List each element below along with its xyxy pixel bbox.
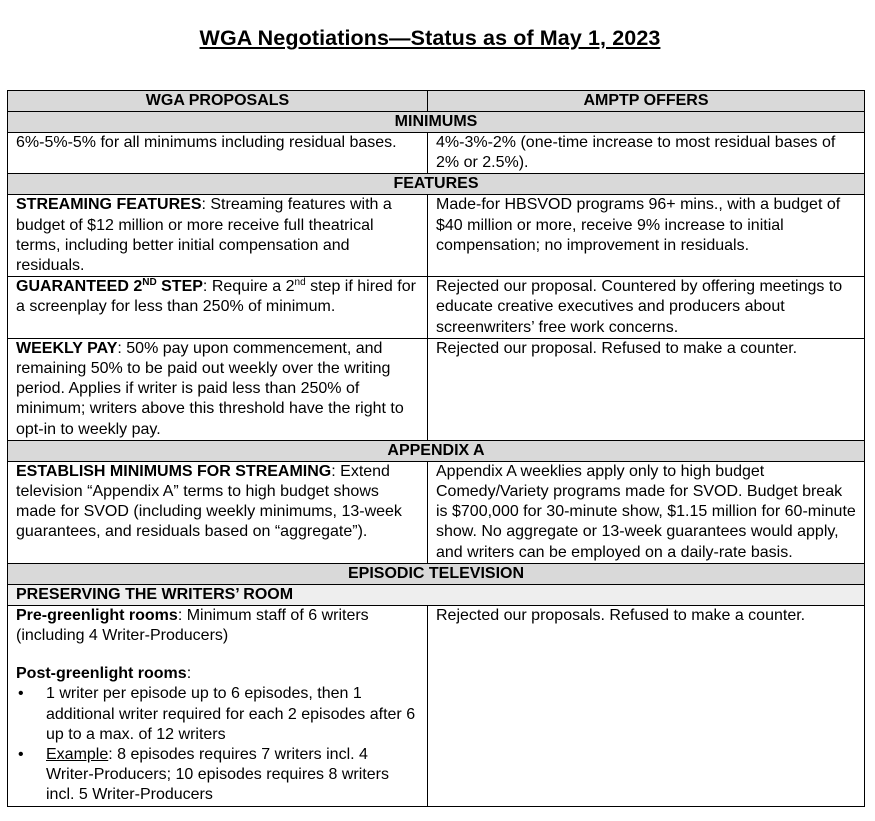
section-title-appendix-a: APPENDIX A	[8, 440, 865, 461]
section-title-minimums: MINIMUMS	[8, 112, 865, 133]
section-title-features: FEATURES	[8, 174, 865, 195]
subsection-row-writers-room	[8, 584, 865, 605]
amptp-cell	[428, 195, 865, 277]
cell-text: : 50% pay upon commencement, and remaining 50% to be paid out weekly over the writing period. Applies if writer is paid less than 250% of minimum; writers above this threshold have the right to opt-in to weekly pay.	[16, 339, 404, 438]
cell-text: : Require a 2	[202, 278, 295, 296]
header-wga-proposals: WGA PROPOSALS	[8, 91, 428, 112]
section-row-episodic-television	[8, 563, 865, 584]
wga-cell	[8, 338, 428, 440]
header-amptp-offers: AMPTP OFFERS	[428, 91, 865, 112]
heading-part: GUARANTEED 2	[16, 278, 143, 296]
cell-text: : Extend television “Appendix A” terms to high budget shows made for SVOD (including weekly minimums, 13-week guarantees, and residuals based on “aggregate”).	[16, 462, 402, 541]
cell-text: 4%-3%-2% (one-time increase to most residual bases of 2% or 2.5%).	[436, 134, 836, 172]
list-item	[16, 745, 419, 806]
table-row	[8, 461, 865, 563]
cell-text: 1 writer per episode up to 6 episodes, then 1 additional writer required for each 2 episodes after 6 up to a max. of 12 writers	[46, 685, 416, 743]
amptp-cell	[428, 133, 865, 174]
proposal-heading: ESTABLISH MINIMUMS FOR STREAMING	[16, 462, 332, 480]
subsection-title-writers-room: PRESERVING THE WRITERS’ ROOM	[8, 584, 865, 605]
cell-text: : 8 episodes requires 7 writers incl. 4 Writer-Producers; 10 episodes requires 8 writers incl. 5 Writer-Producers	[46, 746, 389, 804]
proposal-heading: Pre-greenlight rooms	[16, 606, 178, 624]
example-label: Example	[46, 746, 109, 764]
cell-text: :	[186, 665, 192, 683]
section-row-features	[8, 174, 865, 195]
bullet-icon: •	[18, 685, 24, 703]
wga-cell	[8, 461, 428, 563]
amptp-cell	[428, 605, 865, 806]
cell-text: : Streaming features with a budget of $12 million or more receive full theatrical terms, including better initial compensation and residuals.	[16, 196, 392, 275]
list-item	[16, 684, 419, 745]
wga-cell	[8, 277, 428, 339]
amptp-cell	[428, 277, 865, 339]
post-greenlight-list	[16, 684, 419, 805]
heading-part: STEP	[156, 278, 203, 296]
paragraph-gap	[16, 646, 419, 664]
table-row	[8, 605, 865, 806]
section-row-appendix-a	[8, 440, 865, 461]
wga-cell	[8, 195, 428, 277]
section-row-minimums	[8, 112, 865, 133]
section-title-episodic-television: EPISODIC TELEVISION	[8, 563, 865, 584]
table-row	[8, 338, 865, 440]
cell-text: Made-for HBSVOD programs 96+ mins., with a budget of $40 million or more, receive 9% increase to initial compensation; no improvement in residuals.	[436, 196, 841, 254]
superscript: nd	[294, 277, 306, 289]
cell-text: Rejected our proposal. Refused to make a counter.	[436, 339, 798, 357]
bullet-icon: •	[18, 746, 24, 764]
table-row	[8, 195, 865, 277]
cell-text: step if hired for a screenplay for less than 250% of minimum.	[16, 278, 416, 316]
cell-text: Appendix A weeklies apply only to high budget Comedy/Variety programs made for SVOD. Budget break is $700,000 for 30-minute show, $1.15 million for 60-minute show. No aggregate or 13-week guarantees would apply, and writers can be employed on a daily-rate basis.	[436, 462, 856, 561]
post-greenlight-paragraph	[16, 664, 419, 684]
amptp-cell	[428, 338, 865, 440]
proposal-heading: STREAMING FEATURES	[16, 196, 202, 214]
wga-cell	[8, 133, 428, 174]
proposal-heading: Post-greenlight rooms	[16, 665, 187, 683]
wga-cell	[8, 605, 428, 806]
table-row	[8, 277, 865, 339]
amptp-cell	[428, 461, 865, 563]
table-header-row	[8, 91, 865, 112]
proposal-heading: WEEKLY PAY	[16, 339, 118, 357]
superscript: ND	[142, 277, 157, 289]
cell-text: Rejected our proposals. Refused to make a counter.	[436, 606, 806, 624]
cell-text: : Minimum staff of 6 writers (including 4 Writer-Producers)	[16, 606, 369, 645]
negotiations-table	[7, 90, 865, 807]
document-title: WGA Negotiations—Status as of May 1, 2023	[199, 26, 661, 50]
proposal-heading	[16, 278, 203, 295]
pre-greenlight-paragraph	[16, 606, 419, 646]
cell-text: Rejected our proposal. Countered by offering meetings to educate creative executives and producers about screenwriters’ free work concerns.	[436, 278, 843, 336]
cell-text: 6%-5%-5% for all minimums including residual bases.	[16, 134, 397, 151]
table-row	[8, 133, 865, 174]
